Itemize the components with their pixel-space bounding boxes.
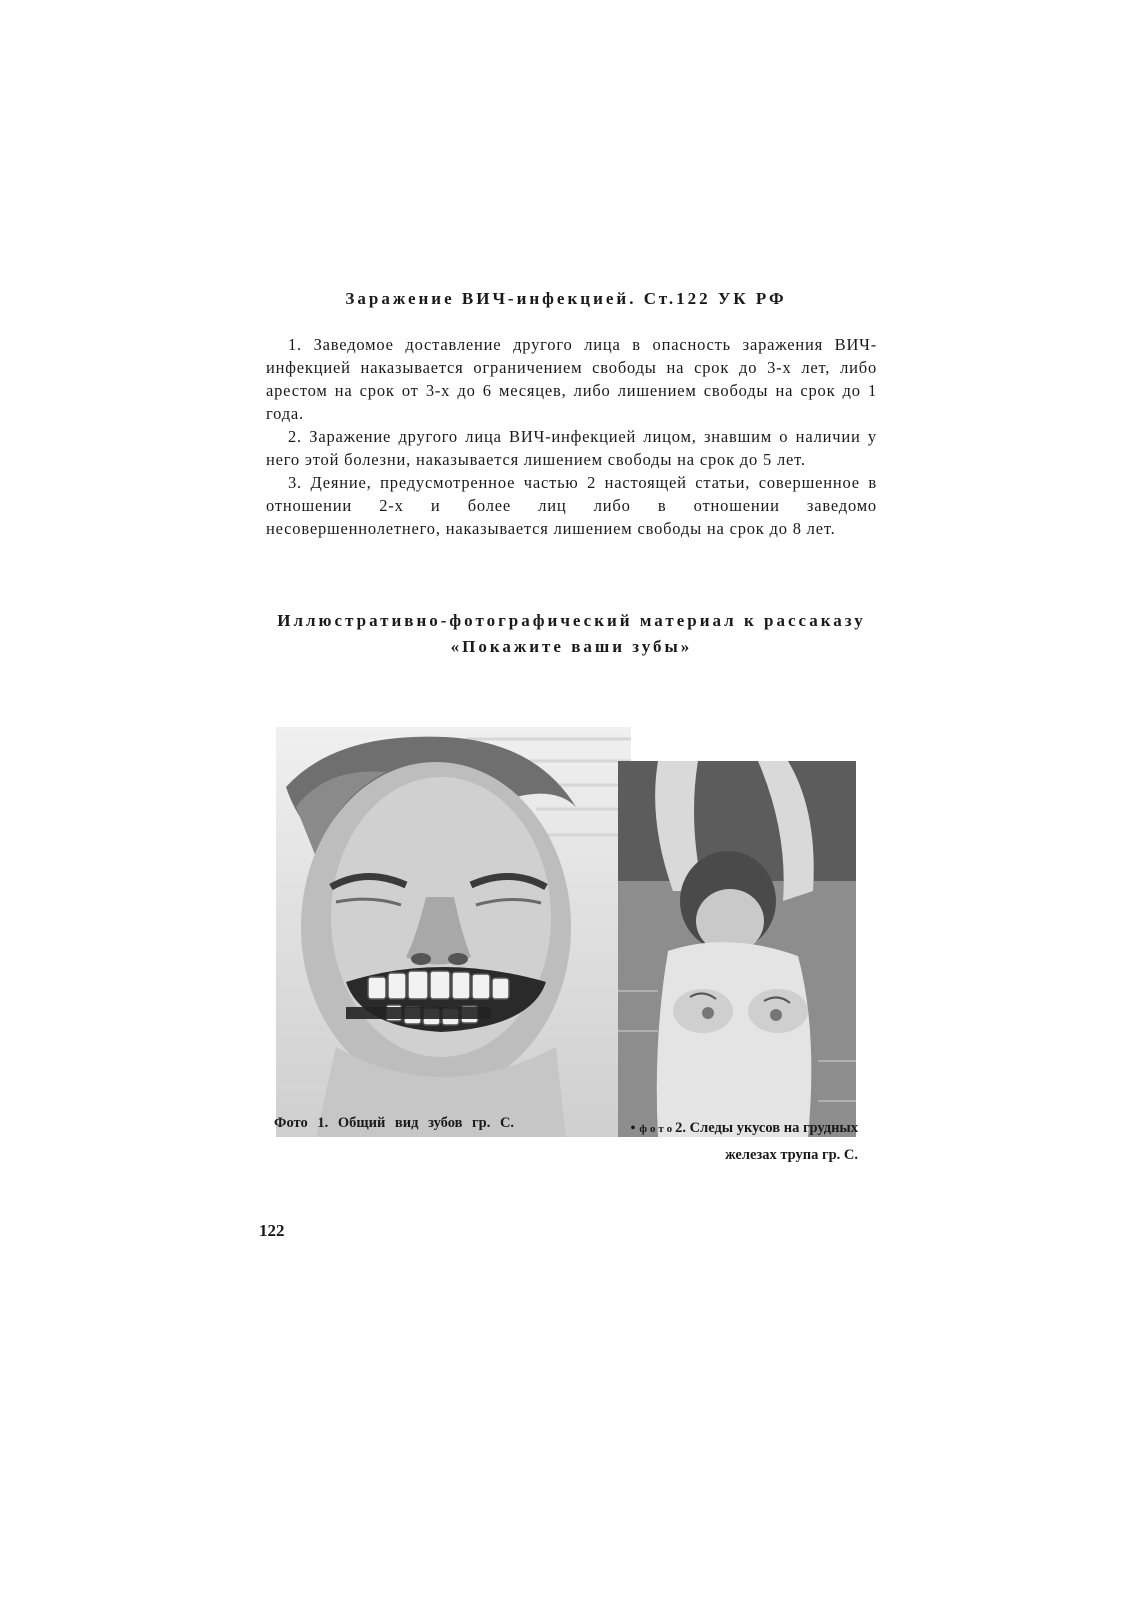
photo-block: [276, 727, 876, 1137]
photo-teeth: [276, 727, 631, 1137]
section-title-line-1: Иллюстративно-фотографический материал к рассаказу: [277, 611, 866, 630]
paragraph-3: 3. Деяние, предусмотренное частью 2 настоящей статьи, совершенное в отношении 2-х и более лиц либо в отношении заведомо несовершеннолетнего, наказывается лишением свободы на срок до 8 лет.: [266, 473, 877, 538]
article-text: [266, 333, 877, 540]
photo-2-caption-line-2: железах трупа гр. С.: [725, 1147, 858, 1163]
photo-2-caption-line-1: [548, 1115, 858, 1142]
photo-teeth-image: [276, 727, 631, 1137]
photo-1-caption: Фото 1. Общий вид зубов гр. С.: [274, 1115, 515, 1131]
caption-bullet: •: [630, 1121, 636, 1136]
photo-bite-marks: [618, 761, 856, 1137]
section-title-line-2: «Покажите ваши зубы»: [450, 637, 693, 656]
caption-word-photo: фото: [639, 1123, 676, 1135]
section-title: [266, 608, 877, 660]
caption-rest: 2. Следы укусов на грудных: [675, 1120, 858, 1136]
page-number: 122: [259, 1221, 285, 1240]
paragraph-2: 2. Заражение другого лица ВИЧ-инфекцией лицом, знавшим о наличии у него этой болезни, наказывается лишением свободы на срок до 5 лет.: [266, 427, 877, 469]
photo-2-caption: [548, 1115, 858, 1168]
page-heading: Заражение ВИЧ-инфекцией. Ст.122 УК РФ: [345, 289, 787, 308]
paragraph-1: 1. Заведомое доставление другого лица в опасность заражения ВИЧ-инфекцией наказывается ограничением свободы на срок до 3-х лет, либо арестом на срок от 3-х до 6 месяцев, либо лишением свободы на срок до 1 года.: [266, 335, 877, 423]
photo-bite-marks-image: [618, 761, 856, 1137]
